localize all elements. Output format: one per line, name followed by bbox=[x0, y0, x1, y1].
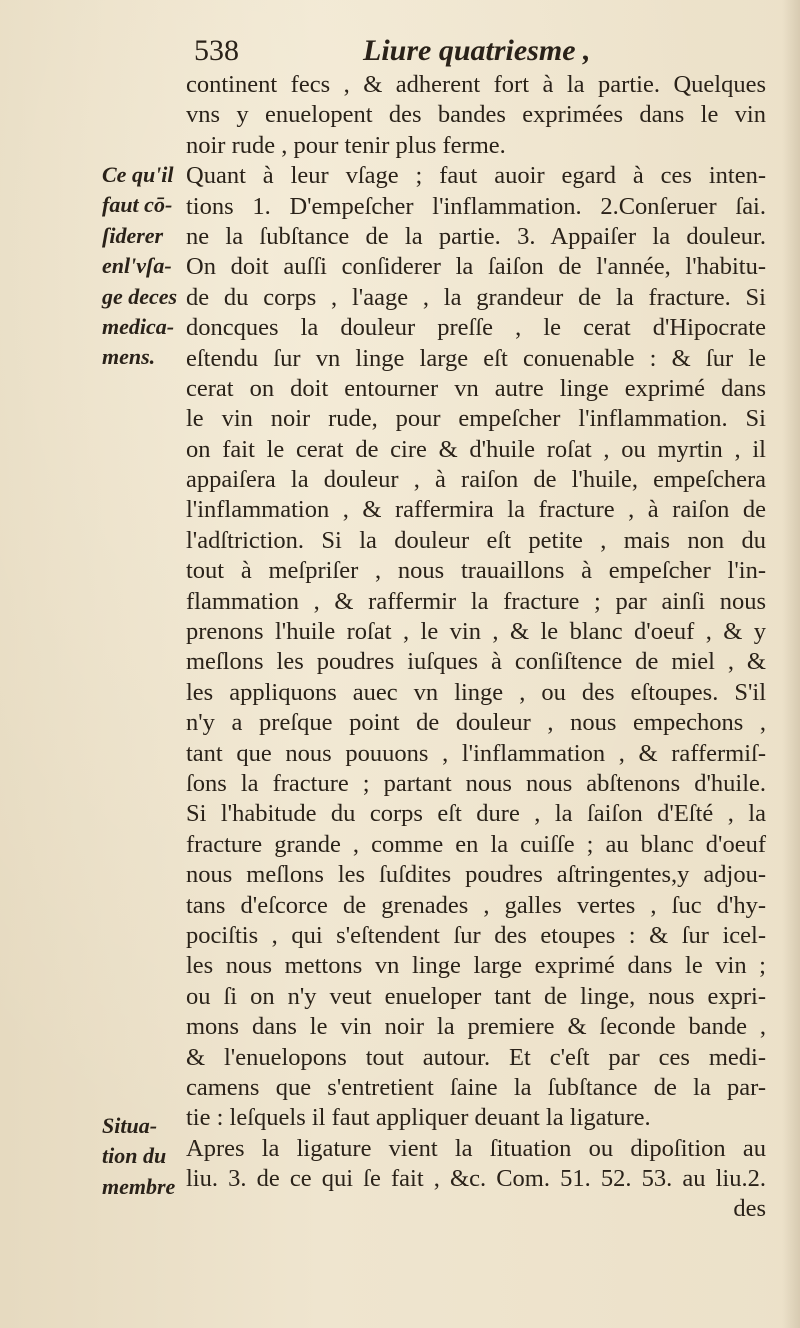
text-line: meſlons les poudres iuſques à conſiſtence de miel , & bbox=[186, 648, 766, 676]
margin-note-line: ge deces bbox=[102, 283, 178, 309]
catchword: des bbox=[733, 1195, 766, 1223]
text-line: & l'enuelopons tout autour. Et c'eſt par ces medi- bbox=[186, 1043, 766, 1071]
text-line: eſtendu ſur vn linge large eſt conuenable : & ſur le bbox=[186, 344, 766, 372]
text-line: pociſtis , qui s'eſtendent ſur des etoupes : & ſur icel- bbox=[186, 921, 766, 949]
text-line: ne la ſubſtance de la partie. 3. Appaiſer la douleur. bbox=[186, 222, 766, 250]
margin-note-line: medica- bbox=[102, 313, 175, 339]
text-line: les nous mettons vn linge large exprimé dans le vin ; bbox=[186, 952, 766, 980]
page-header bbox=[188, 34, 748, 74]
text-line: On doit auſſi conſiderer la ſaiſon de l'année, l'habitu- bbox=[186, 253, 766, 281]
text-line: de du corps , l'aage , la grandeur de la fracture. Si bbox=[186, 283, 766, 311]
text-line: le vin noir rude, pour empeſcher l'inflammation. Si bbox=[186, 405, 766, 433]
text-line: liu. 3. de ce qui ſe fait , &c. Com. 51. 52. 53. au liu.2. bbox=[186, 1165, 766, 1193]
text-line: fracture grande , comme en la cuiſſe ; au blanc d'oeuf bbox=[186, 830, 766, 858]
margin-note-line: tion du bbox=[102, 1143, 167, 1169]
page-edge-shadow bbox=[782, 0, 800, 1328]
text-line: l'adſtriction. Si la douleur eſt petite , mais non du bbox=[186, 526, 766, 554]
body-text bbox=[186, 70, 766, 1225]
margin-note-situation bbox=[102, 1111, 184, 1202]
margin-note-line: Situa- bbox=[102, 1113, 158, 1138]
text-line: tout à meſpriſer , nous trauaillons à empeſcher l'in- bbox=[186, 557, 766, 585]
text-line: appaiſera la douleur , à raiſon de l'huile, empeſchera bbox=[186, 466, 766, 494]
text-line: ou ſi on n'y veut enueloper tant de linge, nous expri- bbox=[186, 982, 766, 1010]
text-line: Si l'habitude du corps eſt dure , la ſaiſon d'Eſté , la bbox=[186, 800, 766, 828]
text-line: on fait le cerat de cire & d'huile roſat , ou myrtin , il bbox=[186, 435, 766, 463]
text-line: vns y enuelopent des bandes exprimées dans le vin bbox=[186, 101, 766, 129]
margin-note-line: membre bbox=[102, 1173, 176, 1199]
text-line: Quant à leur vſage ; faut auoir egard à ces inten- bbox=[186, 162, 766, 190]
margin-note-line: enl'vſa- bbox=[102, 253, 172, 279]
text-line: nous meſlons les ſuſdites poudres aſtringentes,y adjou- bbox=[186, 861, 766, 889]
text-line: camens que s'entretient ſaine la ſubſtance de la par- bbox=[186, 1073, 766, 1101]
margin-note-line: mens. bbox=[102, 344, 156, 370]
text-line: tant que nous pouuons , l'inflammation , & raffermiſ- bbox=[186, 739, 766, 767]
text-line: tie : leſquels il faut appliquer deuant la ligature. bbox=[186, 1104, 651, 1132]
text-line: noir rude , pour tenir plus ferme. bbox=[186, 131, 506, 159]
margin-note-usage bbox=[102, 160, 184, 373]
text-line: continent fecs , & adherent fort à la partie. Quelques bbox=[186, 71, 766, 98]
text-line: doncques la douleur preſſe , le cerat d'Hipocrate bbox=[186, 314, 766, 342]
text-line: tans d'eſcorce de grenades , galles vertes , ſuc d'hy- bbox=[186, 891, 766, 919]
text-line: l'inflammation , & raffermira la fracture , à raiſon de bbox=[186, 496, 766, 524]
page-number: 538 bbox=[194, 34, 239, 67]
text-line: prenons l'huile roſat , le vin , & le blanc d'oeuf , & y bbox=[186, 618, 766, 646]
text-line: ſons la fracture ; partant nous nous abſtenons d'huile. bbox=[186, 769, 766, 797]
text-line: Apres la ligature vient la ſituation ou dipoſition au bbox=[186, 1134, 766, 1162]
margin-note-line: Ce qu'il bbox=[102, 162, 174, 187]
margin-note-line: faut cō- bbox=[102, 192, 173, 218]
running-title: Liure quatriesme , bbox=[363, 34, 591, 67]
margin-note-line: ſiderer bbox=[102, 222, 164, 248]
text-line: les appliquons auec vn linge , ou des eſtoupes. S'il bbox=[186, 678, 766, 706]
text-line: tions 1. D'empeſcher l'inflammation. 2.Conſeruer ſai. bbox=[186, 192, 766, 220]
text-line: cerat on doit entourner vn autre linge exprimé dans bbox=[186, 374, 766, 402]
text-line: mons dans le vin noir la premiere & ſeconde bande , bbox=[186, 1013, 766, 1041]
text-line: flammation , & raffermir la fracture ; par ainſi nous bbox=[186, 587, 766, 615]
text-line: n'y a preſque point de douleur , nous empechons , bbox=[186, 709, 766, 737]
